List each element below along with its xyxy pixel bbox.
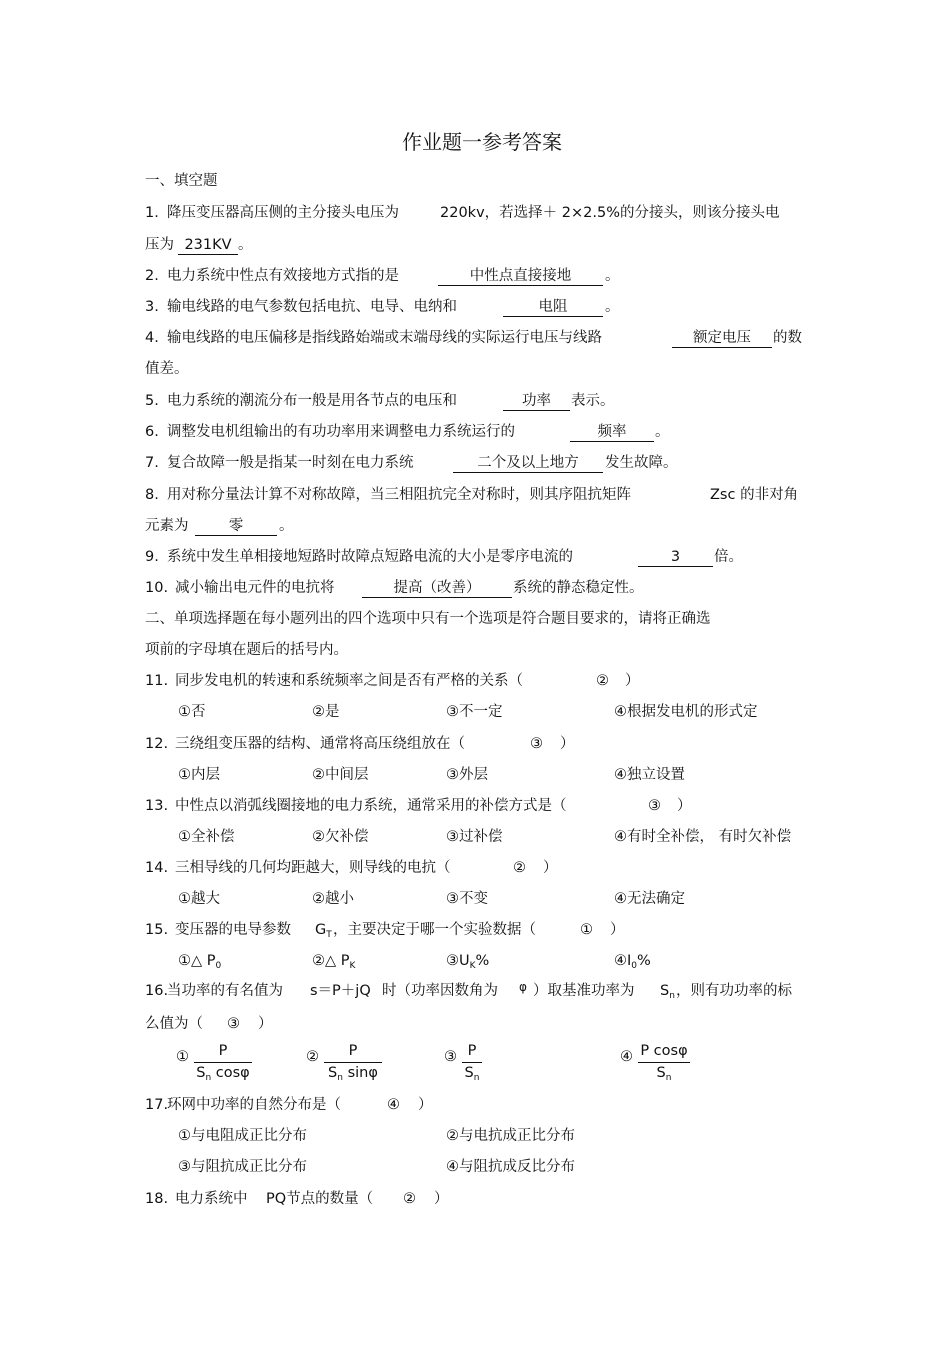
q16-text: 当功率的有名值为 <box>167 983 283 999</box>
q9-number: 9. <box>145 549 159 565</box>
q13-close: ） <box>677 798 692 814</box>
q16-text-cont2: ）取基准功率为 <box>533 983 635 999</box>
q15-number: 15. <box>145 922 169 938</box>
q14-number: 14. <box>145 860 169 876</box>
q18-close: ） <box>434 1191 449 1207</box>
q16-option-4-fraction: P cosφ $S_n$ <box>638 1043 690 1083</box>
q4-number: 4. <box>145 330 159 346</box>
q15-option-4: $④I_0\%$ <box>614 953 651 971</box>
q16-number: 16. <box>145 983 169 999</box>
q6-end: 。 <box>655 424 670 440</box>
q18-text: 电力系统中 <box>175 1191 248 1207</box>
q4-text: 输电线路的电压偏移是指线路始端或末端母线的实际运行电压与线路 <box>167 330 602 346</box>
q1-number: 1. <box>145 205 159 221</box>
q15-text: 变压器的电导参数 <box>175 922 291 938</box>
q10-number: 10. <box>145 580 169 596</box>
q7-text: 复合故障一般是指某一时刻在电力系统 <box>167 455 414 471</box>
q11-answer: ② <box>596 673 609 689</box>
q15-option-2: ②△ $P_K$ <box>312 953 356 971</box>
q1-text-cont: 220kv，若选择＋ 2×2.5%的分接头，则该分接头电 <box>440 205 780 221</box>
q14-option-1: ①越大 <box>178 891 220 907</box>
q15-option-1: ①△ $P_0$ <box>178 953 222 971</box>
q1-text-line2: 压为 <box>145 237 174 253</box>
q17-close: ） <box>418 1097 433 1113</box>
q8-number: 8. <box>145 487 159 503</box>
q2-number: 2. <box>145 268 159 284</box>
q12-text: 三绕组变压器的结构、通常将高压绕组放在（ <box>175 736 465 752</box>
q11-option-1: ①否 <box>178 704 206 720</box>
q13-option-1: ①全补偿 <box>178 829 235 845</box>
q11-option-2: ②是 <box>312 704 340 720</box>
q2-text: 电力系统中性点有效接地方式指的是 <box>167 268 399 284</box>
q13-answer: ③ <box>648 798 661 814</box>
q12-option-4: ④独立设置 <box>614 767 685 783</box>
q16-option-4-mark: ④ <box>620 1049 633 1065</box>
q14-option-2: ②越小 <box>312 891 354 907</box>
q8-text: 用对称分量法计算不对称故障，当三相阻抗完全对称时，则其序阻抗矩阵 <box>167 487 631 503</box>
q16-text-line2: 么值为（ <box>145 1016 203 1032</box>
q16-close: ） <box>258 1016 273 1032</box>
q10-text: 减小输出电元件的电抗将 <box>175 580 335 596</box>
q17-option-2: ②与电抗成正比分布 <box>446 1128 575 1144</box>
section-heading-choice-line2: 项前的字母填在题后的括号内。 <box>145 642 348 658</box>
q17-option-1: ①与电阻成正比分布 <box>178 1128 307 1144</box>
q1-text: 降压变压器高压侧的主分接头电压为 <box>167 205 399 221</box>
q15-close: ） <box>610 922 625 938</box>
q3-answer: 电阻 <box>503 298 603 317</box>
q5-end: 表示。 <box>571 393 615 409</box>
q13-option-4: ④有时全补偿， 有时欠补偿 <box>614 829 792 845</box>
q12-option-1: ①内层 <box>178 767 220 783</box>
q14-option-4: ④无法确定 <box>614 891 685 907</box>
q17-answer: ④ <box>387 1097 400 1113</box>
q13-option-3: ③过补偿 <box>446 829 503 845</box>
q11-close: ） <box>625 673 640 689</box>
q10-answer: 提高（改善） <box>362 579 512 598</box>
q16-option-3-mark: ③ <box>444 1049 457 1065</box>
q16-option-2-mark: ② <box>306 1049 319 1065</box>
q14-close: ） <box>543 860 558 876</box>
q15-text-cont: ，主要决定于哪一个实验数据（ <box>333 922 536 938</box>
q13-text: 中性点以消弧线圈接地的电力系统，通常采用的补偿方式是（ <box>175 798 567 814</box>
q3-text: 输电线路的电气参数包括电抗、电导、电纳和 <box>167 299 457 315</box>
q10-end: 系统的静态稳定性。 <box>513 580 644 596</box>
q16-text-cont: 时（功率因数角为 <box>382 983 498 999</box>
q18-number: 18. <box>145 1191 169 1207</box>
q8-text-line2: 元素为 <box>145 518 189 534</box>
q6-number: 6. <box>145 424 159 440</box>
q15-symbol-gt: $G_T$ <box>315 922 332 940</box>
q7-answer: 二个及以上地方 <box>453 454 603 473</box>
q3-end: 。 <box>605 299 620 315</box>
q12-option-3: ③外层 <box>446 767 488 783</box>
q6-text: 调整发电机组输出的有功功率用来调整电力系统运行的 <box>167 424 515 440</box>
q2-end: 。 <box>605 268 620 284</box>
q17-text: 环网中功率的自然分布是（ <box>167 1097 341 1113</box>
q16-option-1-fraction: P $S_n$ cosφ <box>194 1043 252 1083</box>
q5-answer: 功率 <box>503 392 570 411</box>
q16-option-1-mark: ① <box>176 1049 189 1065</box>
q11-option-4: ④根据发电机的形式定 <box>614 704 758 720</box>
q16-option-3-fraction: P $S_n$ <box>462 1043 482 1083</box>
q9-answer: 3 <box>638 548 713 567</box>
q11-text: 同步发电机的转速和系统频率之间是否有严格的关系（ <box>175 673 523 689</box>
q11-option-3: ③不一定 <box>446 704 503 720</box>
q9-text: 系统中发生单相接地短路时故障点短路电流的大小是零序电流的 <box>167 549 573 565</box>
q5-text: 电力系统的潮流分布一般是用各节点的电压和 <box>167 393 457 409</box>
q1-answer: 231KV <box>178 236 238 255</box>
q2-answer: 中性点直接接地 <box>438 267 603 286</box>
q17-option-4: ④与阻抗成反比分布 <box>446 1159 575 1175</box>
q14-text: 三相导线的几何均距越大，则导线的电抗（ <box>175 860 451 876</box>
q8-text-cont: Zsc 的非对角 <box>710 487 799 503</box>
page-title: 作业题一参考答案 <box>402 130 562 154</box>
q13-number: 13. <box>145 798 169 814</box>
q16-option-2-fraction: P $S_n$ sinφ <box>324 1043 382 1083</box>
q14-option-3: ③不变 <box>446 891 488 907</box>
q11-number: 11. <box>145 673 169 689</box>
q16-sn-symbol: $S_n$ <box>660 983 675 1001</box>
q5-number: 5. <box>145 393 159 409</box>
q7-number: 7. <box>145 455 159 471</box>
q17-number: 17. <box>145 1097 169 1113</box>
q18-answer: ② <box>403 1191 416 1207</box>
q3-number: 3. <box>145 299 159 315</box>
q14-answer: ② <box>513 860 526 876</box>
q15-option-3: $③U_K\%$ <box>446 953 490 971</box>
q4-answer: 额定电压 <box>672 329 772 348</box>
q12-close: ） <box>560 736 575 752</box>
q7-end: 发生故障。 <box>605 455 678 471</box>
section-heading-fill: 一、填空题 <box>145 173 218 189</box>
q16-formula: s＝P＋jQ <box>310 983 371 999</box>
q12-option-2: ②中间层 <box>312 767 369 783</box>
q1-end: 。 <box>238 237 253 253</box>
q16-answer: ③ <box>227 1016 240 1032</box>
q4-text-cont: 的数 <box>773 330 802 346</box>
q6-answer: 频率 <box>570 423 654 442</box>
q13-option-2: ②欠补偿 <box>312 829 369 845</box>
section-heading-choice: 二、单项选择题在每小题列出的四个选项中只有一个选项是符合题目要求的，请将正确选 <box>145 611 711 627</box>
q16-phi-symbol: φ <box>519 980 527 994</box>
q12-answer: ③ <box>530 736 543 752</box>
q16-text-cont3: ，则有功功率的标 <box>676 983 792 999</box>
q18-text-cont: PQ节点的数量（ <box>266 1191 374 1207</box>
q17-option-3: ③与阻抗成正比分布 <box>178 1159 307 1175</box>
q4-text-line2: 值差。 <box>145 361 189 377</box>
q15-answer: ① <box>580 922 593 938</box>
q12-number: 12. <box>145 736 169 752</box>
q8-end: 。 <box>279 518 294 534</box>
q9-end: 倍。 <box>714 549 743 565</box>
q8-answer: 零 <box>195 517 277 536</box>
